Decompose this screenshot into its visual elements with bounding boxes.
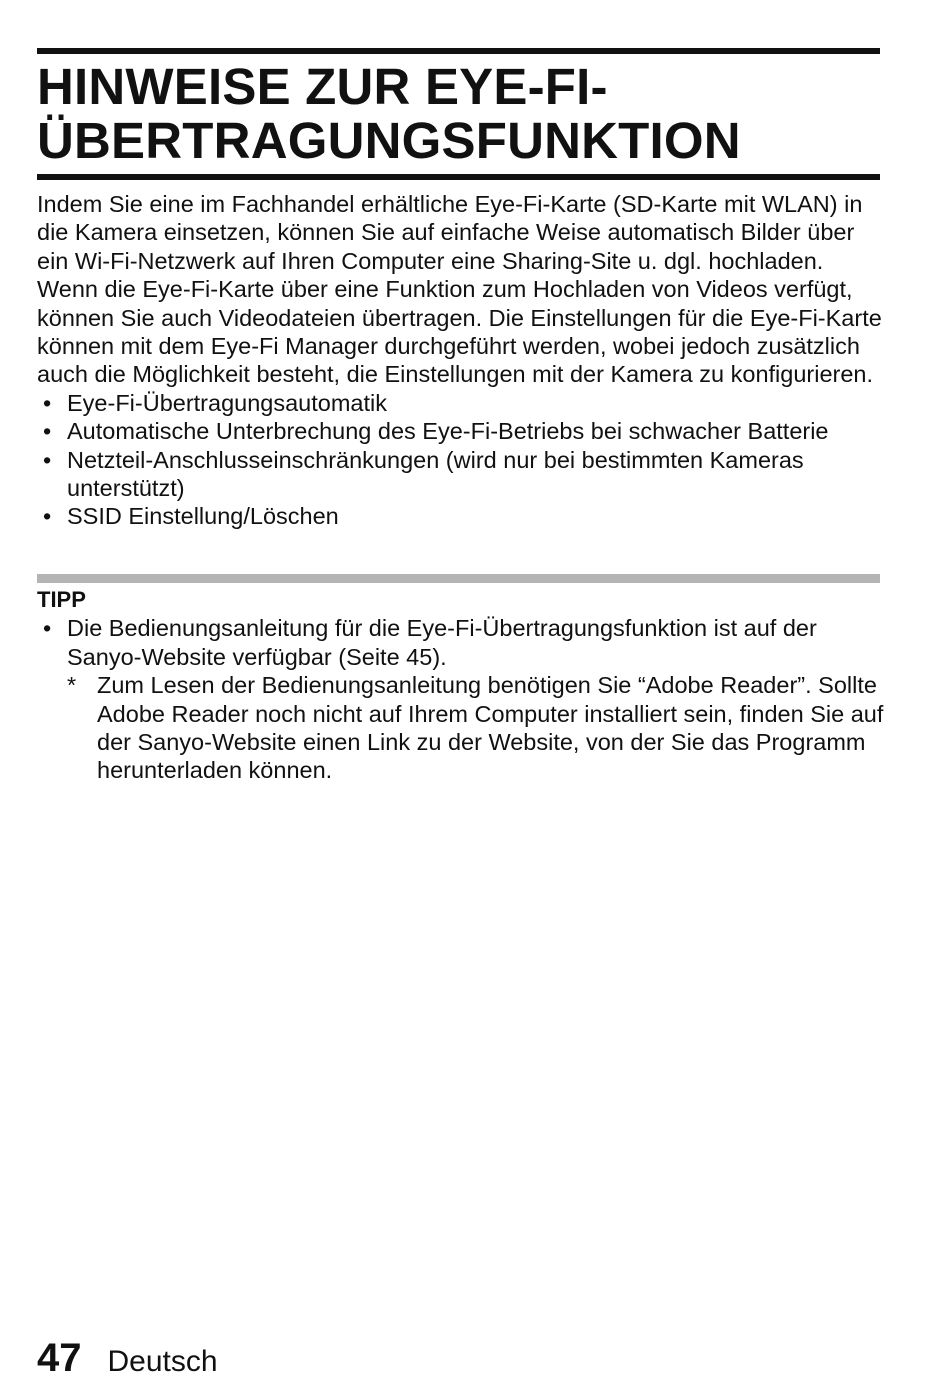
list-item xyxy=(37,502,887,530)
bullet-icon: • xyxy=(43,446,52,473)
list-item xyxy=(37,389,887,417)
feature-list xyxy=(37,389,887,531)
asterisk-icon: * xyxy=(67,672,77,699)
feature-text: Eye-Fi-Übertragungsautomatik xyxy=(67,389,387,416)
title-bottom-rule xyxy=(37,174,880,180)
page-title-line-2: ÜBERTRAGUNGSFUNKTION xyxy=(37,112,741,169)
bullet-icon: • xyxy=(43,615,52,642)
tip-text: Die Bedienungsanleitung für die Eye-Fi-Übertragungsfunktion ist auf der Sanyo-Website verfügbar (Seite 45). xyxy=(67,615,817,670)
intro-paragraph: Indem Sie eine im Fachhandel erhältliche Eye-Fi-Karte (SD-Karte mit WLAN) in die Kamera einsetzen, können Sie auf einfache Weise automatisch Bilder über ein Wi-Fi-Netzwerk auf Ihren Computer eine Sharing-Site u. dgl. hochladen. Wenn die Eye-Fi-Karte über eine Funktion zum Hochladen von Videos verfügt, können Sie auch Videodateien übertragen. Die Einstellungen für die Eye-Fi-Karte können mit dem Eye-Fi Manager durchgeführt werden, wobei jedoch zusätzlich auch die Möglichkeit besteht, die Einstellungen mit der Kamera zu konfigurieren. xyxy=(37,191,882,388)
page-number: 47 xyxy=(37,1336,82,1380)
feature-text: Automatische Unterbrechung des Eye-Fi-Betriebs bei schwacher Batterie xyxy=(67,418,829,445)
title-top-rule xyxy=(37,48,880,54)
main-content xyxy=(37,190,887,531)
bullet-icon: • xyxy=(43,389,52,416)
page-language: Deutsch xyxy=(107,1345,218,1378)
bullet-icon: • xyxy=(43,503,52,530)
tip-note-text: Zum Lesen der Bedienungsanleitung benötigen Sie “Adobe Reader”. Sollte Adobe Reader noch nicht auf Ihrem Computer installiert sein, finden Sie auf der Sanyo-Website einen Link zu der Website, von der Sie das Programm herunterladen können. xyxy=(97,672,884,784)
tip-heading: TIPP xyxy=(37,587,86,612)
tip-note xyxy=(37,671,887,785)
list-item xyxy=(37,417,887,445)
tip-section xyxy=(37,586,887,785)
list-item xyxy=(37,614,887,671)
bullet-icon: • xyxy=(43,418,52,445)
page-title-line-1: HINWEISE ZUR EYE-FI- xyxy=(37,58,608,115)
page-title xyxy=(37,60,880,168)
list-item xyxy=(37,446,887,503)
feature-text: SSID Einstellung/Löschen xyxy=(67,503,339,530)
tip-list xyxy=(37,614,887,671)
tip-divider xyxy=(37,574,880,583)
page-footer xyxy=(37,1335,218,1385)
feature-text: Netzteil-Anschlusseinschränkungen (wird nur bei bestimmten Kameras unterstützt) xyxy=(67,446,804,502)
